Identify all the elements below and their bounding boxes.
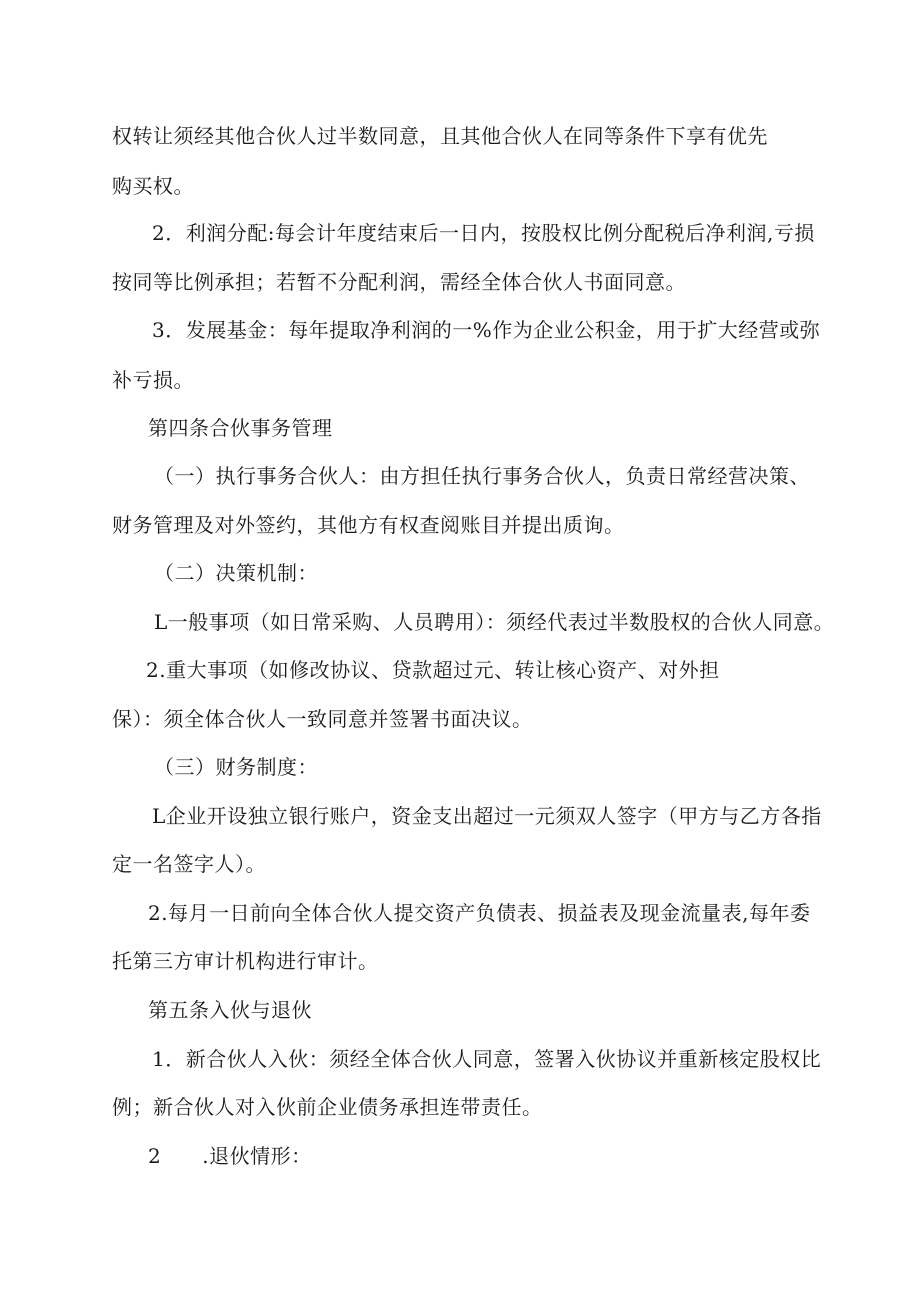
paragraph-line: 定一名签字人）。	[112, 852, 266, 876]
paragraph-line: 例；新合伙人对入伙前企业债务承担连带责任。	[112, 1095, 543, 1119]
paragraph-line: 财务管理及对外签约，其他方有权查阅账目并提出质询。	[112, 513, 625, 537]
paragraph-line: 购买权。	[112, 174, 194, 198]
paragraph-line: 2.每月一日前向全体合伙人提交资产负债表、损益表及现金流量表,每年委	[148, 901, 811, 925]
paragraph-line: L一般事项（如日常采购、人员聘用）：须经代表过半数股权的合伙人同意。	[154, 610, 835, 634]
paragraph-line: 1．新合伙人入伙：须经全体合伙人同意，签署入伙协议并重新核定股权比	[152, 1047, 822, 1071]
paragraph-line: 2.重大事项（如修改协议、贷款超过元、转让核心资产、对外担	[146, 658, 720, 682]
paragraph-line: 3．发展基金：每年提取净利润的一%作为企业公积金，用于扩大经营或弥	[152, 318, 821, 342]
paragraph-line: 补亏损。	[112, 368, 194, 392]
paragraph-line: L企业开设独立银行账户，资金支出超过一元须双人签字（甲方与乙方各指	[152, 804, 822, 828]
section-heading: 第五条入伙与退伙	[148, 998, 312, 1022]
paragraph-line: 保）：须全体合伙人一致同意并签署书面决议。	[112, 707, 533, 731]
paragraph-line: 托第三方审计机构进行审计。	[112, 949, 379, 973]
paragraph-line: 权转让须经其他合伙人过半数同意，且其他合伙人在同等条件下享有优先	[112, 124, 768, 148]
paragraph-line: 2．利润分配:每会计年度结束后一日内，按股权比例分配税后净利润,亏损	[152, 221, 815, 245]
paragraph-line: 按同等比例承担；若暂不分配利润，需经全体合伙人书面同意。	[112, 270, 686, 294]
subsection-heading: （二）决策机制：	[154, 561, 318, 585]
paragraph-line: （一）执行事务合伙人：由方担任执行事务合伙人，负责日常经营决策、	[154, 464, 810, 488]
subsection-heading: （三）财务制度：	[154, 755, 318, 779]
paragraph-line: 2 .退伙情形：	[148, 1144, 312, 1168]
section-heading: 第四条合伙事务管理	[148, 416, 333, 440]
